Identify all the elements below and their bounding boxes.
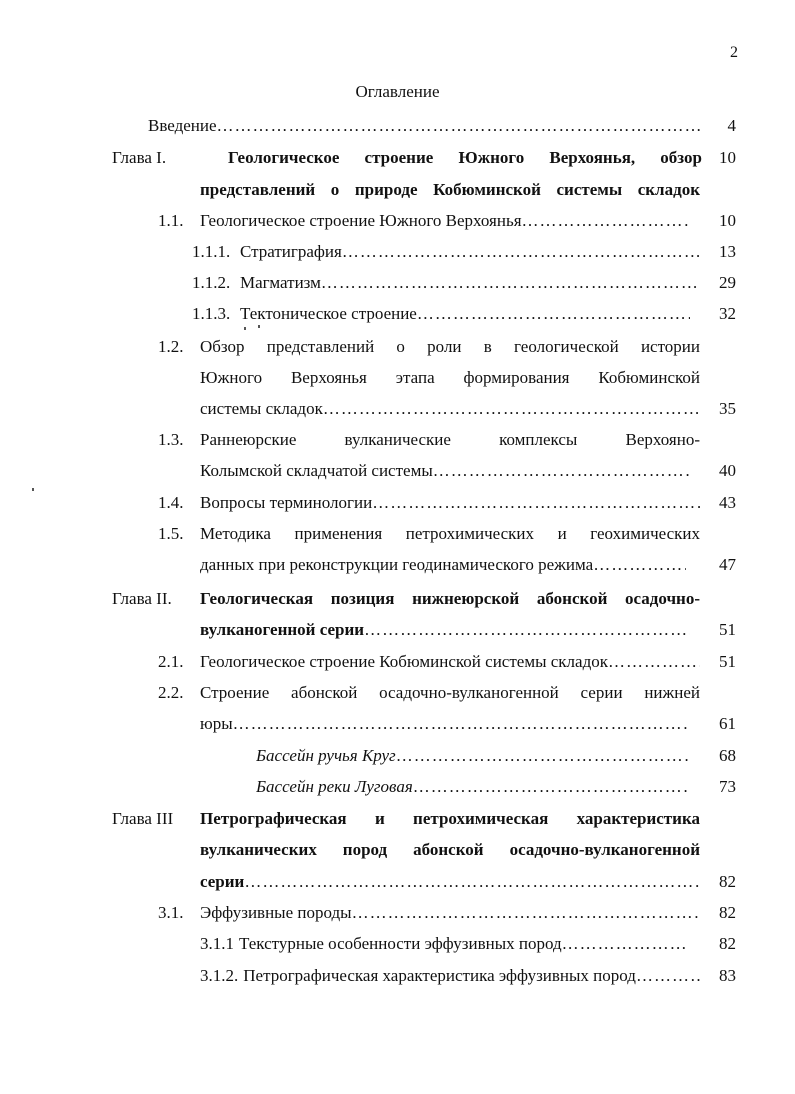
toc-page-3-1: 82 bbox=[719, 903, 736, 922]
toc-page-ch3: 82 bbox=[719, 872, 736, 891]
toc-page-1-1: 10 bbox=[719, 211, 736, 230]
chapter-1-label: Глава I. bbox=[112, 148, 167, 167]
toc-page-1-2: 35 bbox=[719, 399, 736, 418]
toc-entry-1-1[interactable]: Геологическое строение Южного Верхоянья …………………………………………………………………………………………………………………………………………… bbox=[200, 205, 690, 237]
toc-page-2-1: 51 bbox=[719, 652, 736, 671]
toc-entry-3-1[interactable]: Эффузивные породы …………………………………………………………………………………………………………………………………………… bbox=[200, 897, 700, 929]
section-1-1-2-number: 1.1.2. bbox=[192, 273, 231, 292]
toc-entry-2-2-krug[interactable]: Бассейн ручья Круг …………………………………………………………………………………………………………………………………………… bbox=[256, 740, 690, 772]
chapter-3-label: Глава III bbox=[112, 809, 174, 828]
toc-page-1-1-3: 32 bbox=[719, 304, 736, 323]
leader-dots bbox=[593, 549, 686, 581]
toc-entry-intro[interactable]: Введение …………………………………………………………………………………………………………………………………………… bbox=[148, 110, 700, 142]
toc-entry-1-3-line2[interactable]: Колымской складчатой системы …………………………………………………………………………………………………………………………………………… bbox=[200, 455, 690, 487]
section-1-4-number: 1.4. bbox=[158, 493, 184, 512]
leader-dots bbox=[522, 205, 690, 237]
section-2-2-number: 2.2. bbox=[158, 683, 184, 702]
toc-entry-2-2-lugovaya[interactable]: Бассейн реки Луговая …………………………………………………………………………………………………………………………………………… bbox=[256, 771, 690, 803]
toc-page-1-1-2: 29 bbox=[719, 273, 736, 292]
toc-page-1-5: 47 bbox=[719, 555, 736, 574]
leader-dots bbox=[636, 960, 700, 992]
toc-entry-1-1-1[interactable]: Стратиграфия …………………………………………………………………………………………………………………………………………… bbox=[240, 236, 700, 268]
leader-dots bbox=[396, 740, 690, 772]
leader-dots bbox=[342, 236, 700, 268]
leader-dots bbox=[364, 614, 690, 646]
leader-dots bbox=[352, 897, 700, 929]
toc-entry-3-1-1[interactable]: 3.1.1 Текстурные особенности эффузивных пород …………………………………………………………………………………………………………………………………………… bbox=[200, 928, 688, 960]
leader-dots bbox=[233, 708, 688, 740]
leader-dots bbox=[323, 393, 700, 425]
chapter-2-title-line2[interactable]: вулканогенной серии …………………………………………………………………………………………………………………………………………… bbox=[200, 614, 690, 646]
toc-entry-2-2-line1[interactable]: Строение абонской осадочно-вулканогенной серии нижней bbox=[200, 683, 700, 702]
section-3-1-1-number: 3.1.1 bbox=[200, 934, 234, 953]
toc-page-ch1: 10 bbox=[719, 148, 736, 167]
leader-dots bbox=[321, 267, 700, 299]
leader-dots bbox=[433, 455, 690, 487]
section-1-5-number: 1.5. bbox=[158, 524, 184, 543]
toc-entry-1-1-2[interactable]: Магматизм …………………………………………………………………………………………………………………………………………… bbox=[240, 267, 700, 299]
toc-entry-2-1[interactable]: Геологическое строение Кобюминской системы складок …………………………………………………………………………………………………………………………………………… bbox=[200, 646, 700, 678]
toc-entry-1-5-line2[interactable]: данных при реконструкции геодинамического режима …………………………………………………………………………………………………………………………………………… bbox=[200, 549, 686, 581]
section-2-1-number: 2.1. bbox=[158, 652, 184, 671]
page-number: 2 bbox=[730, 44, 738, 61]
chapter-3-title-line1[interactable]: Петрографическая и петрохимическая характеристика bbox=[200, 809, 700, 828]
toc-entry-1-4[interactable]: Вопросы терминологии …………………………………………………………………………………………………………………………………………… bbox=[200, 487, 700, 519]
section-1-1-3-number: 1.1.3. bbox=[192, 304, 231, 323]
toc-page-2-2-lugovaya: 73 bbox=[719, 777, 736, 796]
toc-page-2-2: 61 bbox=[719, 714, 736, 733]
toc-entry-1-2-line2[interactable]: Южного Верхоянья этапа формирования Кобюминской bbox=[200, 368, 700, 387]
section-1-1-number: 1.1. bbox=[158, 211, 184, 230]
section-3-1-number: 3.1. bbox=[158, 903, 184, 922]
toc-page-1-4: 43 bbox=[719, 493, 736, 512]
toc-page-3-1-1: 82 bbox=[719, 934, 736, 953]
toc-page-2-2-krug: 68 bbox=[719, 746, 736, 765]
section-3-1-2-number: 3.1.2. bbox=[200, 966, 239, 985]
leader-dots bbox=[413, 771, 690, 803]
toc-title: Оглавление bbox=[355, 82, 440, 101]
chapter-3-title-line2[interactable]: вулканических пород абонской осадочно-вулканогенной bbox=[200, 840, 700, 859]
toc-page-ch2: 51 bbox=[719, 620, 736, 639]
toc-page-3-1-2: 83 bbox=[719, 966, 736, 985]
section-1-1-1-number: 1.1.1. bbox=[192, 242, 231, 261]
chapter-1-title-line2[interactable]: представлений о природе Кобюминской системы складок bbox=[200, 180, 700, 199]
section-1-3-number: 1.3. bbox=[158, 430, 184, 449]
leader-dots bbox=[217, 110, 700, 142]
section-1-2-number: 1.2. bbox=[158, 337, 184, 356]
toc-page-intro: 4 bbox=[727, 116, 736, 135]
toc-entry-1-3-line1[interactable]: Раннеюрские вулканические комплексы Верхояно- bbox=[200, 430, 700, 449]
scan-speck bbox=[258, 325, 260, 328]
toc-page-1-3: 40 bbox=[719, 461, 736, 480]
toc-page-1-1-1: 13 bbox=[719, 242, 736, 261]
chapter-2-title-line1[interactable]: Геологическая позиция нижнеюрской абонской осадочно- bbox=[200, 589, 700, 608]
scan-speck bbox=[244, 327, 246, 330]
chapter-1-title-line1[interactable]: Геологическое строение Южного Верхоянья, обзор bbox=[228, 148, 702, 167]
leader-dots bbox=[562, 928, 688, 960]
toc-entry-3-1-2[interactable]: 3.1.2. Петрографическая характеристика эффузивных пород …………………………………………………………………………………………………………………………………………… bbox=[200, 960, 700, 992]
leader-dots bbox=[244, 866, 700, 898]
scan-speck bbox=[32, 488, 34, 491]
leader-dots bbox=[608, 646, 700, 678]
toc-entry-1-2-line3[interactable]: системы складок …………………………………………………………………………………………………………………………………………… bbox=[200, 393, 700, 425]
leader-dots bbox=[417, 298, 690, 330]
toc-entry-1-5-line1[interactable]: Методика применения петрохимических и геохимических bbox=[200, 524, 700, 543]
toc-entry-1-1-3[interactable]: Тектоническое строение …………………………………………………………………………………………………………………………………………… bbox=[240, 298, 690, 330]
chapter-3-title-line3[interactable]: серии …………………………………………………………………………………………………………………………………………… bbox=[200, 866, 700, 898]
toc-entry-1-2-line1[interactable]: Обзор представлений о роли в геологической истории bbox=[200, 337, 700, 356]
leader-dots bbox=[372, 487, 700, 519]
toc-entry-2-2-line2[interactable]: юры …………………………………………………………………………………………………………………………………………… bbox=[200, 708, 688, 740]
chapter-2-label: Глава II. bbox=[112, 589, 172, 608]
